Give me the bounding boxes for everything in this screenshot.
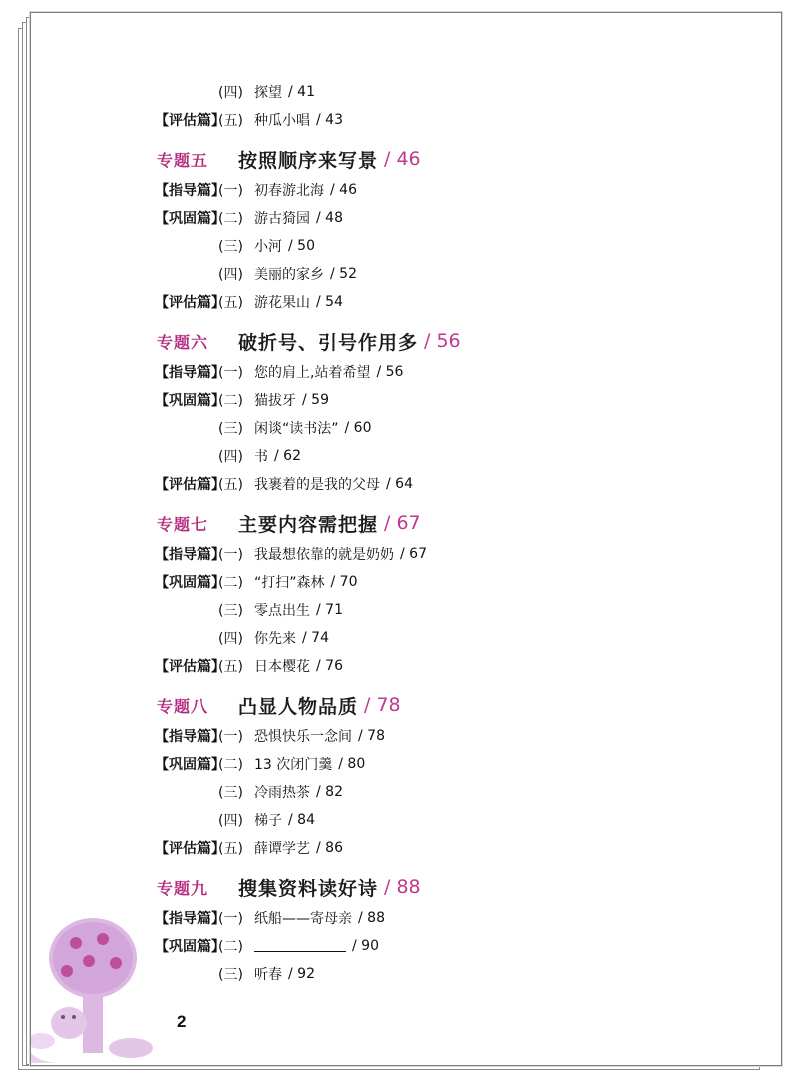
entry-page: / 46 — [330, 182, 357, 198]
entry-number: (三) — [218, 785, 243, 801]
topic-title: 主要内容需把握 — [238, 513, 379, 536]
entry-number: (四) — [218, 449, 243, 465]
topic-heading[interactable] — [155, 504, 735, 542]
entry-number: (二) — [218, 393, 243, 409]
entry-title — [252, 937, 346, 956]
toc-entry[interactable] — [155, 596, 735, 624]
entry-number: (四) — [218, 267, 243, 283]
topic-page: / 78 — [364, 694, 401, 716]
entry-category: 【巩固篇】 — [155, 757, 225, 773]
entry-page: / 50 — [288, 238, 315, 254]
entry-title: 猫拔牙 — [254, 393, 296, 409]
topic-label: 专题八 — [157, 696, 209, 716]
entry-title: 初春游北海 — [254, 183, 324, 199]
entry-page: / 90 — [352, 938, 379, 954]
entry-title: 冷雨热茶 — [254, 785, 310, 801]
entry-title: 薛谭学艺 — [254, 841, 310, 857]
blank-underline — [254, 937, 346, 952]
toc-entry[interactable] — [155, 358, 735, 386]
entry-category: 【评估篇】 — [155, 113, 225, 129]
entry-title: 恐惧快乐一念间 — [254, 729, 352, 745]
entry-number: (四) — [218, 85, 243, 101]
entry-number: (五) — [218, 659, 243, 675]
entry-title: 您的肩上,站着希望 — [254, 365, 371, 381]
entry-number: (三) — [218, 603, 243, 619]
topic-title: 搜集资料读好诗 — [238, 877, 379, 900]
entry-category: 【巩固篇】 — [155, 393, 225, 409]
entry-number: (一) — [218, 911, 243, 927]
entry-number: (二) — [218, 575, 243, 591]
toc-entry[interactable] — [155, 960, 735, 988]
tree-illustration — [31, 913, 161, 1063]
entry-number: (五) — [218, 113, 243, 129]
topic-heading[interactable] — [155, 322, 735, 360]
entry-category: 【指导篇】 — [155, 365, 225, 381]
topic-page: / 46 — [384, 148, 421, 170]
topic-page: / 56 — [424, 330, 461, 352]
entry-page: / 62 — [274, 448, 301, 464]
entry-number: (二) — [218, 211, 243, 227]
entry-page: / 86 — [316, 840, 343, 856]
topic-title: 破折号、引号作用多 — [238, 331, 419, 354]
entry-page: / 67 — [400, 546, 427, 562]
toc-entry[interactable] — [155, 904, 735, 932]
entry-number: (四) — [218, 631, 243, 647]
entry-page: / 74 — [302, 630, 329, 646]
toc-entry[interactable] — [155, 470, 735, 498]
entry-page: / 82 — [316, 784, 343, 800]
entry-title: 你先来 — [254, 631, 296, 647]
toc-entry[interactable] — [155, 806, 735, 834]
entry-title: 小河 — [254, 239, 282, 255]
entry-page: / 64 — [386, 476, 413, 492]
toc-entry[interactable] — [155, 78, 735, 106]
topic-label: 专题九 — [157, 878, 209, 898]
entry-number: (二) — [218, 757, 243, 773]
entry-title: 听春 — [254, 967, 282, 983]
entry-page: / 54 — [316, 294, 343, 310]
entry-page: / 60 — [344, 420, 372, 436]
toc-entry[interactable] — [155, 652, 735, 680]
table-of-contents — [155, 78, 735, 988]
entry-number: (五) — [218, 841, 243, 857]
entry-category: 【指导篇】 — [155, 547, 225, 563]
entry-page: / 71 — [316, 602, 343, 618]
toc-entry[interactable] — [155, 386, 735, 414]
entry-category: 【评估篇】 — [155, 295, 225, 311]
entry-page: / 76 — [316, 658, 343, 674]
toc-entry[interactable] — [155, 932, 735, 960]
entry-category: 【巩固篇】 — [155, 575, 225, 591]
topic-heading[interactable] — [155, 140, 735, 178]
entry-page: / 48 — [316, 210, 343, 226]
toc-entry[interactable] — [155, 778, 735, 806]
entry-category: 【指导篇】 — [155, 183, 225, 199]
entry-number: (四) — [218, 813, 243, 829]
entry-page: / 80 — [338, 756, 366, 772]
entry-page: / 70 — [330, 574, 358, 590]
entry-title: 游花果山 — [254, 295, 310, 311]
entry-category: 【评估篇】 — [155, 841, 225, 857]
toc-entry[interactable] — [155, 442, 735, 470]
entry-page: / 41 — [288, 84, 315, 100]
topic-label: 专题五 — [157, 150, 209, 170]
entry-category: 【指导篇】 — [155, 911, 225, 927]
entry-category: 【评估篇】 — [155, 659, 225, 675]
toc-entry[interactable] — [155, 624, 735, 652]
entry-title: “打扫”森林 — [254, 575, 325, 591]
entry-page: / 78 — [358, 728, 385, 744]
entry-title: 纸船——寄母亲 — [254, 911, 352, 927]
entry-number: (一) — [218, 729, 243, 745]
entry-category: 【巩固篇】 — [155, 211, 225, 227]
toc-entry[interactable] — [155, 232, 735, 260]
entry-number: (一) — [218, 547, 243, 563]
entry-number: (五) — [218, 477, 243, 493]
entry-title: 闲谈“读书法” — [254, 421, 339, 437]
toc-entry[interactable] — [155, 750, 735, 778]
topic-label: 专题七 — [157, 514, 209, 534]
entry-title: 美丽的家乡 — [254, 267, 324, 283]
topic-title: 凸显人物品质 — [238, 695, 359, 718]
toc-entry[interactable] — [155, 722, 735, 750]
toc-entry[interactable] — [155, 834, 735, 862]
toc-entry[interactable] — [155, 540, 735, 568]
topic-heading[interactable] — [155, 686, 735, 724]
toc-entry[interactable] — [155, 260, 735, 288]
entry-title: 零点出生 — [254, 603, 310, 619]
entry-title: 日本樱花 — [254, 659, 310, 675]
entry-title: 我裹着的是我的父母 — [254, 477, 380, 493]
entry-number: (一) — [218, 365, 243, 381]
entry-title: 书 — [254, 449, 268, 465]
topic-page: / 67 — [384, 512, 421, 534]
entry-page: / 56 — [376, 364, 404, 380]
entry-number: (三) — [218, 239, 243, 255]
toc-entry[interactable] — [155, 204, 735, 232]
entry-category: 【评估篇】 — [155, 477, 225, 493]
toc-entry[interactable] — [155, 568, 735, 596]
entry-title: 探望 — [254, 85, 282, 101]
topic-heading[interactable] — [155, 868, 735, 906]
entry-number: (三) — [218, 967, 243, 983]
entry-title: 我最想依靠的就是奶奶 — [254, 547, 394, 563]
entry-page: / 43 — [316, 112, 343, 128]
topic-page: / 88 — [384, 876, 421, 898]
entry-number: (二) — [218, 939, 243, 955]
entry-category: 【巩固篇】 — [155, 939, 225, 955]
entry-number: (三) — [218, 421, 243, 437]
toc-entry[interactable] — [155, 176, 735, 204]
entry-title: 种瓜小唱 — [254, 113, 310, 129]
entry-page: / 88 — [358, 910, 385, 926]
toc-entry[interactable] — [155, 414, 735, 442]
entry-page: / 92 — [288, 966, 315, 982]
entry-page: / 59 — [302, 392, 329, 408]
entry-page: / 84 — [288, 812, 315, 828]
entry-category: 【指导篇】 — [155, 729, 225, 745]
toc-entry[interactable] — [155, 288, 735, 316]
topic-title: 按照顺序来写景 — [238, 149, 379, 172]
entry-title: 游古猗园 — [254, 211, 310, 227]
page-number: 2 — [177, 1012, 187, 1031]
entry-number: (一) — [218, 183, 243, 199]
entry-title: 13 次闭门羹 — [254, 757, 333, 773]
entry-page: / 52 — [330, 266, 357, 282]
topic-label: 专题六 — [157, 332, 209, 352]
entry-title: 梯子 — [254, 813, 282, 829]
toc-entry[interactable] — [155, 106, 735, 134]
entry-number: (五) — [218, 295, 243, 311]
